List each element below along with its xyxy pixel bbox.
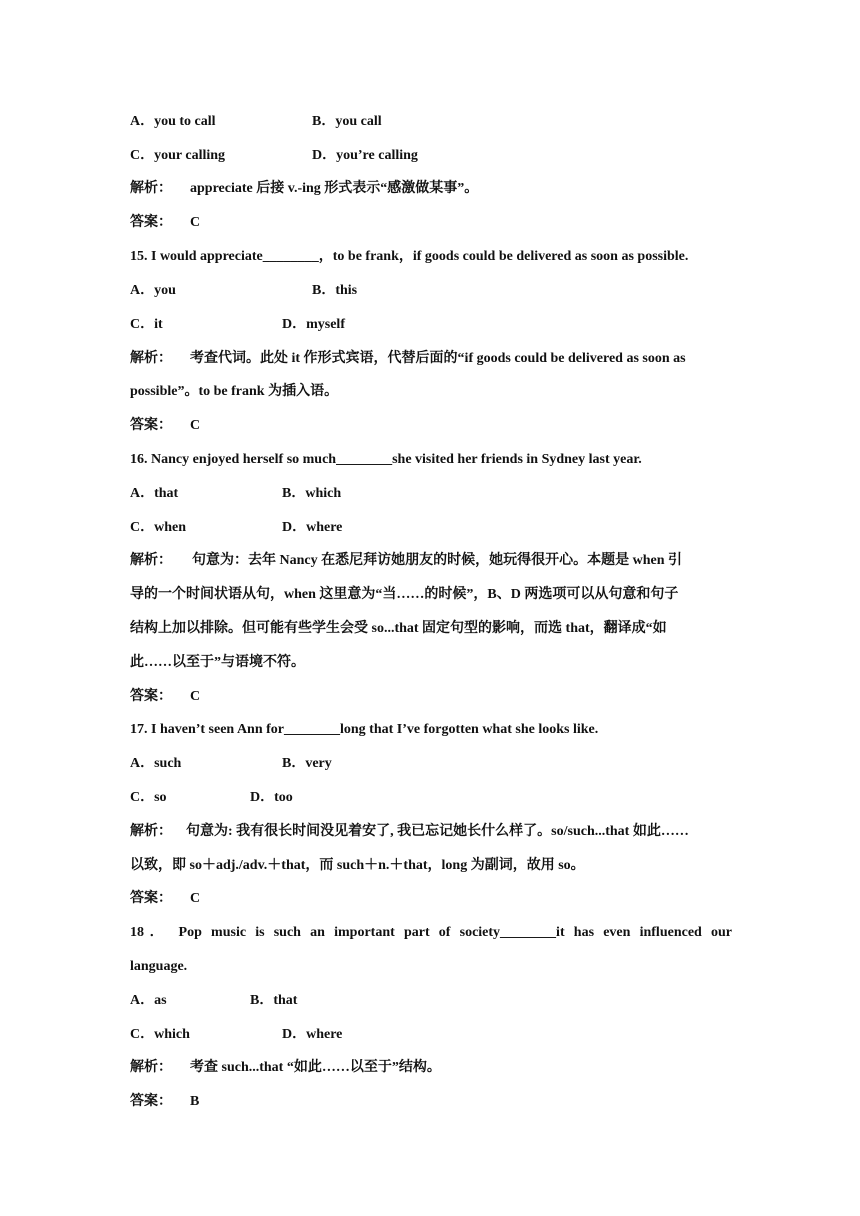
option-a: A．as xyxy=(130,993,167,1008)
analysis-label: 解析： xyxy=(130,824,172,839)
option-c: C．so xyxy=(130,790,167,805)
analysis-line: possible”。to be frank 为插入语。 xyxy=(130,384,339,399)
analysis-text: appreciate 后接 v.-ing 形式表示“感激做某事”。 xyxy=(190,181,479,196)
option-d: D．myself xyxy=(282,317,345,332)
option-a: A．that xyxy=(130,486,179,501)
option-b: B．you call xyxy=(312,114,382,129)
answer-value: C xyxy=(190,689,201,704)
option-d: D．where xyxy=(282,520,343,535)
question-17: 17. I haven’t seen Ann for________long that I’ve forgotten what she looks like. xyxy=(130,722,599,737)
analysis-text: 考查 such...that “如此……以至于”结构。 xyxy=(190,1060,441,1075)
option-b: B．which xyxy=(282,486,342,501)
analysis-line: 句意为：去年 Nancy 在悉尼拜访她朋友的时候，她玩得很开心。本题是 when 引 xyxy=(192,553,683,568)
option-b: B．this xyxy=(312,283,358,298)
option-d: D．too xyxy=(250,790,293,805)
question-18-continued: language. xyxy=(130,959,188,974)
question-15: 15. I would appreciate________，to be frank，if goods could be delivered as soon as possible. xyxy=(130,249,689,264)
option-b: B．very xyxy=(282,756,332,771)
answer-value: C xyxy=(190,215,201,230)
option-c: C．your calling xyxy=(130,148,226,163)
analysis-line: 导的一个时间状语从句，when 这里意为“当……的时候”，B、D 两选项可以从句意和句子 xyxy=(130,587,679,602)
answer-label: 答案： xyxy=(130,1094,172,1109)
option-a: A．you to call xyxy=(130,114,216,129)
question-18: 18． Pop music is such an important part of society________it has even influenced our xyxy=(130,925,732,940)
analysis-label: 解析： xyxy=(130,553,172,568)
option-b: B．that xyxy=(250,993,298,1008)
analysis-label: 解析： xyxy=(130,351,172,366)
option-c: C．it xyxy=(130,317,163,332)
analysis-line: 以致，即 so＋adj./adv.＋that，而 such＋n.＋that，long 为副词，故用 so。 xyxy=(130,858,585,873)
analysis-label: 解析： xyxy=(130,181,172,196)
option-c: C．which xyxy=(130,1027,190,1042)
analysis-line: 考查代词。此处 it 作形式宾语，代替后面的“if goods could be delivered as soon as xyxy=(190,351,686,366)
question-16: 16. Nancy enjoyed herself so much________she visited her friends in Sydney last year. xyxy=(130,452,642,467)
answer-label: 答案： xyxy=(130,891,172,906)
analysis-line: 此……以至于”与语境不符。 xyxy=(130,655,305,670)
answer-value: C xyxy=(190,891,201,906)
analysis-line: 结构上加以排除。但可能有些学生会受 so...that 固定句型的影响，而选 that，翻译成“如 xyxy=(130,621,667,636)
option-d: D．you’re calling xyxy=(312,148,418,163)
answer-label: 答案： xyxy=(130,689,172,704)
analysis-label: 解析： xyxy=(130,1060,172,1075)
analysis-line: 句意为: 我有很长时间没见着安了, 我已忘记她长什么样了。so/such...that 如此…… xyxy=(186,824,689,839)
answer-label: 答案： xyxy=(130,215,172,230)
option-c: C．when xyxy=(130,520,187,535)
option-d: D．where xyxy=(282,1027,343,1042)
answer-value: C xyxy=(190,418,201,433)
option-a: A．such xyxy=(130,756,182,771)
option-a: A．you xyxy=(130,283,176,298)
answer-value: B xyxy=(190,1094,200,1109)
answer-label: 答案： xyxy=(130,418,172,433)
